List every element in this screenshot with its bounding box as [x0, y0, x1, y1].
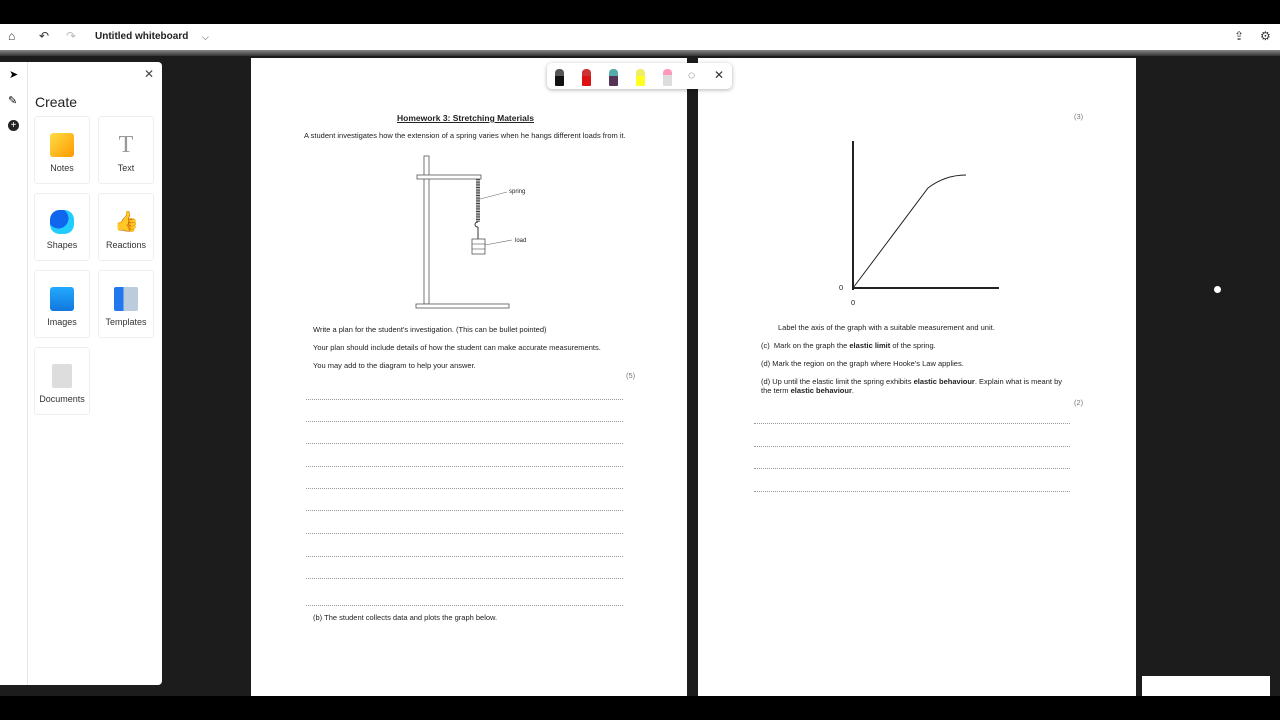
create-reactions-button[interactable]: 👍 Reactions	[98, 193, 154, 261]
answer-line	[754, 491, 1070, 492]
document-page-1[interactable]	[251, 58, 687, 696]
answer-line	[306, 488, 623, 489]
spring-apparatus-diagram	[411, 154, 541, 310]
answer-line	[754, 468, 1070, 469]
question-text: Write a plan for the student's investigation. (This can be bullet pointed)	[313, 325, 547, 334]
select-pointer-icon[interactable]: ➤	[9, 69, 19, 81]
minimap[interactable]	[1142, 676, 1270, 696]
origin-y-label: 0	[839, 283, 844, 292]
sticky-note-icon	[50, 133, 74, 157]
marks-label: (2)	[1074, 398, 1084, 407]
question-text: Your plan should include details of how the student can make accurate measurements.	[313, 343, 601, 352]
extension-load-graph	[833, 138, 1003, 298]
close-icon[interactable]: ✕	[714, 68, 725, 82]
shapes-icon	[50, 210, 74, 234]
document-page-2[interactable]	[698, 58, 1136, 696]
answer-line	[306, 533, 623, 534]
intro-text: A student investigates how the extension of a spring varies when he hangs different loads from it.	[304, 131, 626, 140]
gear-icon[interactable]: ⚙	[1260, 29, 1271, 43]
answer-line	[754, 423, 1070, 424]
marks-label: (3)	[1074, 112, 1084, 121]
answer-line	[306, 556, 623, 557]
cursor	[1214, 286, 1221, 293]
close-panel-icon[interactable]: ✕	[144, 67, 155, 81]
panel-heading: Create	[35, 94, 78, 110]
answer-line	[306, 421, 623, 422]
origin-x-label: 0	[851, 298, 856, 307]
create-text-button[interactable]: T Text	[98, 116, 154, 184]
question-d2: (d) Up until the elastic limit the spring exhibits elastic behaviour. Explain what is meant by the term elastic behaviour.	[761, 377, 1062, 395]
undo-icon[interactable]: ↶	[39, 29, 50, 43]
question-b: (b) The student collects data and plots the graph below.	[313, 613, 498, 622]
question-text: Label the axis of the graph with a suitable measurement and unit.	[778, 323, 995, 332]
create-panel	[28, 62, 162, 685]
load-label: load	[515, 238, 527, 244]
document-title: Homework 3: Stretching Materials	[397, 113, 534, 123]
red-pen-tool[interactable]	[582, 69, 591, 86]
image-icon	[50, 287, 74, 311]
graph-curve	[853, 175, 966, 288]
home-icon[interactable]: ⌂	[8, 29, 16, 43]
text-icon: T	[118, 132, 134, 158]
templates-icon	[114, 287, 138, 311]
answer-line	[754, 446, 1070, 447]
answer-line	[306, 605, 623, 606]
lasso-select-icon[interactable]: ◌	[688, 68, 696, 82]
answer-line	[306, 443, 623, 444]
thumbs-up-icon: 👍	[114, 211, 139, 233]
answer-line	[306, 510, 623, 511]
multicolor-pen-tool[interactable]	[609, 69, 618, 86]
chevron-down-icon[interactable]: ⌵	[202, 32, 209, 42]
pen-icon[interactable]: ✎	[8, 95, 18, 107]
document-icon	[52, 364, 72, 388]
eraser-tool[interactable]	[663, 69, 672, 86]
redo-icon[interactable]: ↷	[66, 29, 77, 43]
create-documents-button[interactable]: Documents	[34, 347, 90, 415]
create-templates-button[interactable]: Templates	[98, 270, 154, 338]
create-images-button[interactable]: Images	[34, 270, 90, 338]
answer-line	[306, 578, 623, 579]
marks-label: (5)	[626, 371, 636, 380]
create-shapes-button[interactable]: Shapes	[34, 193, 90, 261]
answer-line	[306, 399, 623, 400]
left-rail	[0, 62, 28, 685]
question-text: You may add to the diagram to help your answer.	[313, 361, 476, 370]
inking-toolbar	[547, 63, 732, 89]
answer-line	[306, 466, 623, 467]
question-c: (c) Mark on the graph the elastic limit of the spring.	[761, 341, 936, 350]
create-notes-button[interactable]: Notes	[34, 116, 90, 184]
question-d1: (d) Mark the region on the graph where Hooke's Law applies.	[761, 359, 964, 368]
black-pen-tool[interactable]	[555, 69, 564, 86]
top-toolbar	[0, 24, 1280, 50]
spring-label: spring	[509, 189, 526, 195]
share-icon[interactable]: ⇪	[1234, 29, 1245, 43]
whiteboard-title[interactable]: Untitled whiteboard	[95, 31, 189, 42]
add-icon[interactable]: +	[8, 120, 19, 131]
highlighter-tool[interactable]	[636, 69, 645, 86]
